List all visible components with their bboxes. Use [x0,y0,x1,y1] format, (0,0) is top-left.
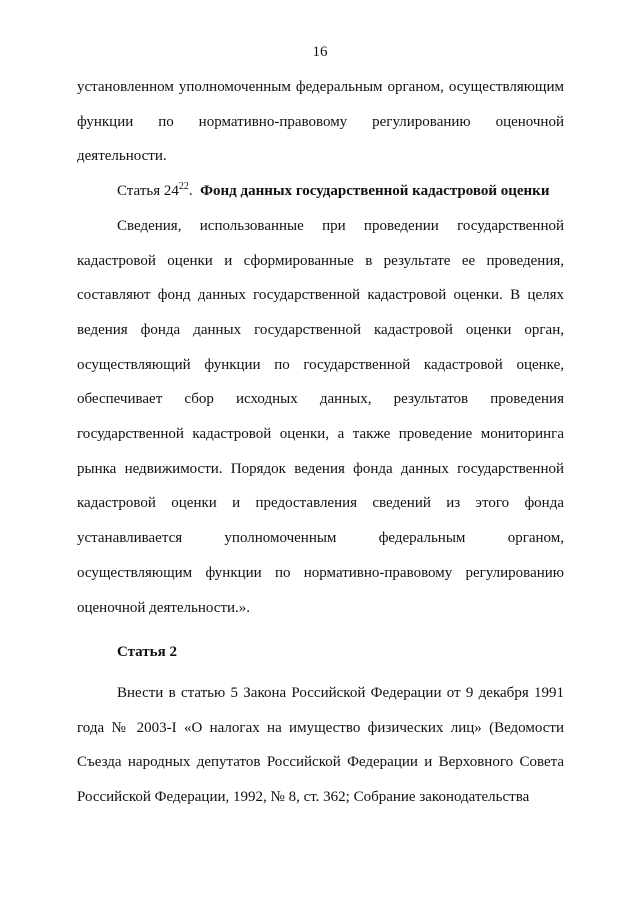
article-24-22-paragraph: Сведения, использованные при проведении государственной кадастровой оценки и сформированные в результате ее проведения, составляют фонд данных государственной кадастровой оценки. В целях ведения фонда данных государственной кадастровой оценки орган, осуществляющий функции по государственной кадастровой оценке, обеспечивает сбор исходных данных, результатов проведения государственной кадастровой оценки, а также проведение мониторинга рынка недвижимости. Порядок ведения фонда данных государственной кадастровой оценки и предоставления сведений из этого фонда устанавливается уполномоченным федеральным органом, осуществляющим функции по нормативно-правовому регулированию оценочной деятельности.». [77,217,564,616]
article-24-22-superscript: 22 [178,181,189,193]
continuation-paragraph: установленном уполномоченным федеральным органом, осуществляющим функции по нормативно-правовому регулированию оценочной деятельности. [77,79,564,165]
page-number: 16 [312,44,328,60]
article-24-22-title: Фонд данных государственной кадастровой оценки [200,183,550,200]
article-2-heading: Статья 2 [117,644,177,661]
document-body [77,70,564,815]
article-24-22-prefix: Статья 24 [117,183,179,200]
article-24-22-heading [77,174,564,209]
article-2-paragraph: Внести в статью 5 Закона Российской Федерации от 9 декабря 1991 года № 2003-I «О налогах на имущество физических лиц» (Ведомости Съезда народных депутатов Российской Федерации и Верховного Совета Российской Федерации, 1992, № 8, ст. 362; Собрание законодательства [77,684,564,806]
article-24-22-dot: . [188,183,193,200]
